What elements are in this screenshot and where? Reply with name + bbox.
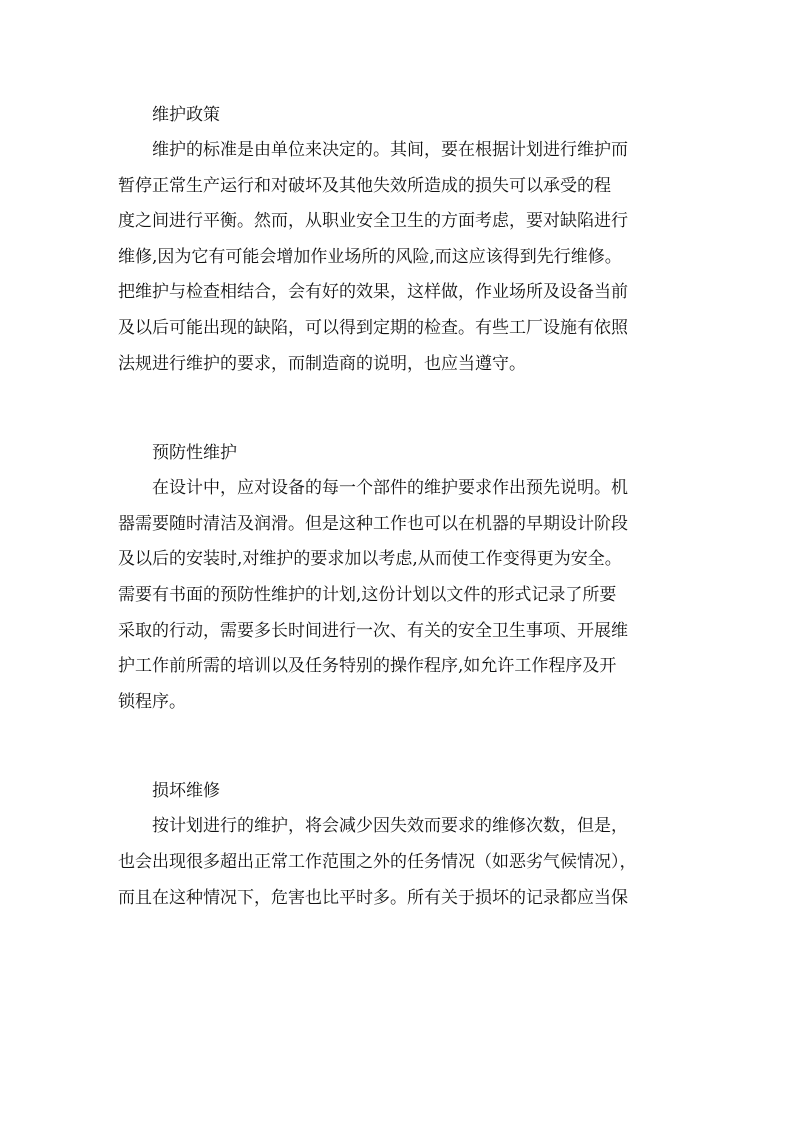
section-paragraph bbox=[118, 133, 678, 382]
section-spacer bbox=[118, 720, 678, 774]
section-paragraph bbox=[118, 471, 678, 720]
section-spacer bbox=[118, 382, 678, 436]
paragraph-line: 及以后可能出现的缺陷，可以得到定期的检查。有些工厂设施有依照 bbox=[118, 317, 628, 338]
section-heading: 损坏维修 bbox=[152, 781, 220, 802]
section-heading: 预防性维护 bbox=[152, 443, 237, 464]
paragraph-line: 暂停正常生产运行和对破坏及其他失效所造成的损失可以承受的程 bbox=[118, 175, 611, 196]
paragraph-line: 在设计中，应对设备的每一个部件的维护要求作出预先说明。机 bbox=[152, 478, 628, 499]
paragraph-line: 维修,因为它有可能会增加作业场所的风险,而这应该得到先行维修。 bbox=[118, 246, 622, 267]
paragraph-line: 而且在这种情况下，危害也比平时多。所有关于损坏的记录都应当保 bbox=[118, 887, 628, 908]
paragraph-line: 法规进行维护的要求，而制造商的说明，也应当遵守。 bbox=[118, 353, 526, 374]
section-paragraph bbox=[118, 809, 678, 916]
paragraph-line: 需要有书面的预防性维护的计划,这份计划以文件的形式记录了所要 bbox=[118, 584, 617, 605]
paragraph-line: 按计划进行的维护，将会减少因失效而要求的维修次数，但是， bbox=[152, 816, 628, 837]
paragraph-line: 及以后的安装时,对维护的要求加以考虑,从而使工作变得更为安全。 bbox=[118, 549, 622, 570]
paragraph-line: 器需要随时清洁及润滑。但是这种工作也可以在机器的早期设计阶段 bbox=[118, 513, 628, 534]
paragraph-line: 也会出现很多超出正常工作范围之外的任务情况（如恶劣气候情况）， bbox=[118, 851, 637, 872]
section-heading: 维护政策 bbox=[152, 105, 220, 125]
paragraph-line: 护工作前所需的培训以及任务特别的操作程序,如允许工作程序及开 bbox=[118, 656, 617, 677]
paragraph-line: 维护的标准是由单位来决定的。其间，要在根据计划进行维护而 bbox=[152, 140, 628, 160]
paragraph-line: 锁程序。 bbox=[118, 691, 186, 712]
section-maintenance-policy bbox=[118, 98, 678, 382]
section-breakdown-repair bbox=[118, 774, 678, 916]
section-preventive-maintenance bbox=[118, 436, 678, 720]
paragraph-line: 度之间进行平衡。然而，从职业安全卫生的方面考虑，要对缺陷进行 bbox=[118, 211, 628, 232]
document-page bbox=[118, 98, 678, 916]
paragraph-line: 采取的行动，需要多长时间进行一次、有关的安全卫生事项、开展维 bbox=[118, 620, 628, 641]
paragraph-line: 把维护与检查相结合，会有好的效果，这样做，作业场所及设备当前 bbox=[118, 282, 628, 303]
